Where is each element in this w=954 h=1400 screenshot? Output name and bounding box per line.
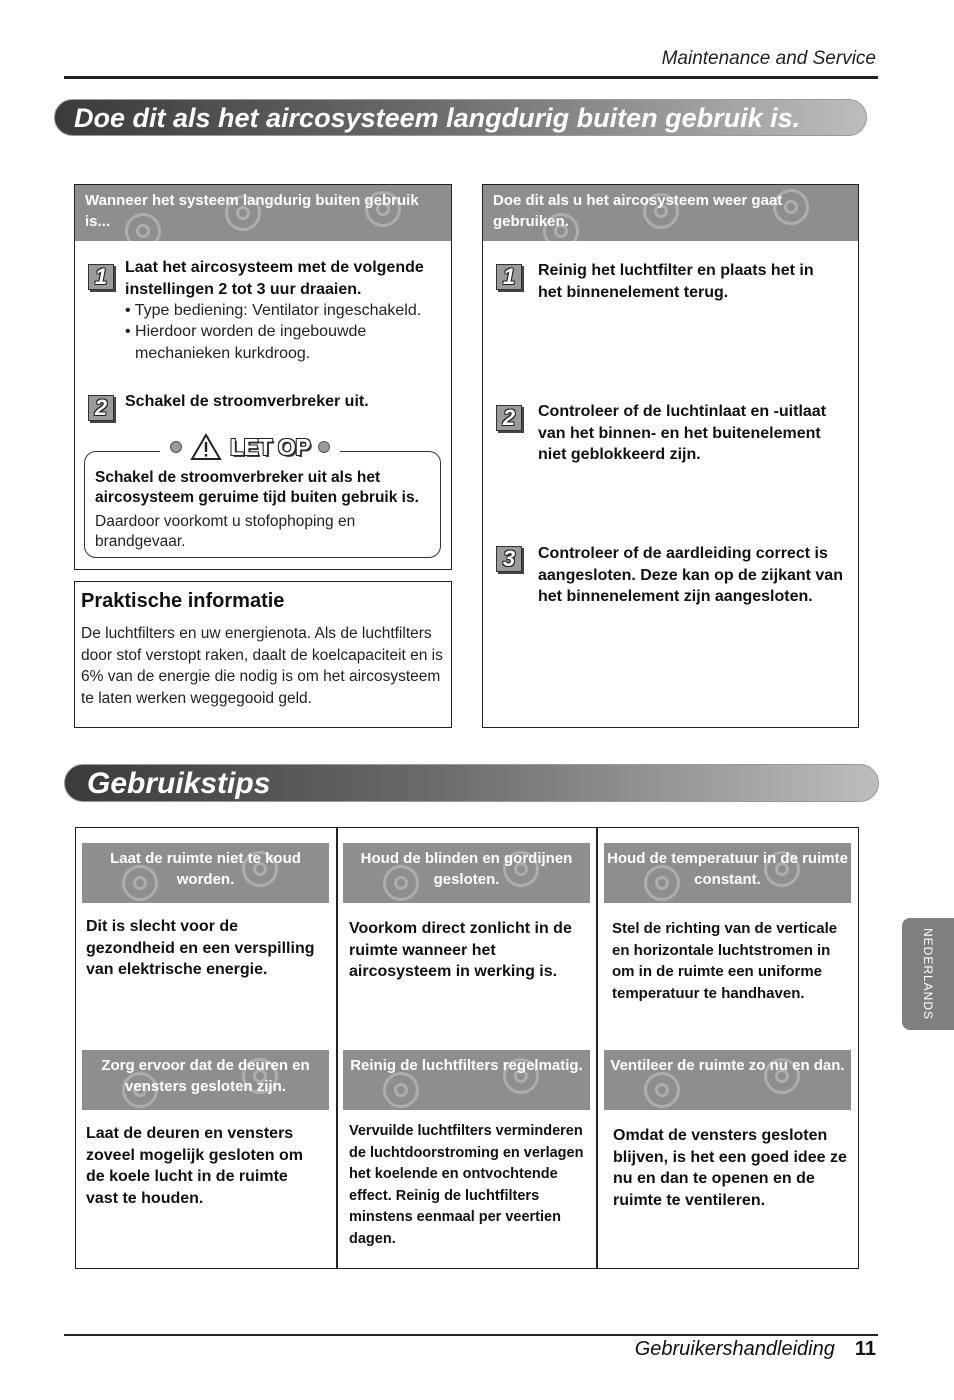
tip-heading: Houd de temperatuur in de ruimte constant. [604, 843, 851, 903]
tip-text: Stel de richting van de verticale en horizontale luchtstromen in om in de ruimte een uniforme temperatuur te handhaven. [612, 920, 838, 1002]
tip-text: Vervuilde luchtfilters verminderen de luchtdoorstroming en verlagen het koelende en ontvochtende effect. Reinig de luchtfilters minstens eenmaal per veertien dagen. [349, 1123, 584, 1247]
left-step-1-text: Laat het aircosysteem met de volgende instellingen 2 tot 3 uur draaien. [125, 259, 424, 298]
footer-title: Gebruikershandleiding [634, 1338, 835, 1360]
language-tab [902, 918, 954, 1030]
banner-long-term-unused: Doe dit als het aircosysteem langdurig buiten gebruik is. [54, 99, 867, 136]
info-title: Praktische informatie [81, 590, 285, 612]
left-box-heading: Wanneer het systeem langdurig buiten gebruik is... [75, 185, 451, 241]
footer-rule [64, 1334, 878, 1336]
language-tab-label: NEDERLANDS [921, 927, 935, 1021]
tip-heading: Houd de blinden en gordijnen gesloten. [343, 843, 590, 903]
right-step-2-text: Controleer of de luchtinlaat en -uitlaat van het binnen- en het buitenelement niet geblokkeerd zijn. [538, 403, 827, 463]
page-number: 11 [854, 1338, 876, 1360]
right-step-1-text: Reinig het luchtfilter en plaats het in het binnenelement terug. [538, 262, 814, 301]
step-number-badge: 3 [496, 546, 522, 572]
info-text: De luchtfilters en uw energienota. Als de luchtfilters door stof verstopt raken, daalt de koelcapaciteit en is 6% van de energie die nodig is om het aircosysteem te laten werken weggegooid geld. [81, 625, 443, 707]
step-number-badge: 1 [496, 264, 522, 290]
caution-bold-text: Schakel de stroomverbreker uit als het aircosysteem geruime tijd buiten gebruik is. [95, 469, 419, 506]
right-step-3-text: Controleer of de aardleiding correct is aangesloten. Deze kan op de zijkant van het binnenelement zijn aangesloten. [538, 545, 843, 605]
left-step-1-bullet-2: • Hierdoor worden de ingebouwde mechanieken kurkdroog. [125, 323, 367, 362]
caution-label: LET OP [230, 433, 311, 460]
step-number-badge: 2 [496, 405, 522, 431]
footer [635, 1338, 876, 1361]
left-step-1-bullet-1: • Type bediening: Ventilator ingeschakeld. [125, 302, 422, 319]
tip-heading: Zorg ervoor dat de deuren en vensters gesloten zijn. [82, 1050, 329, 1110]
header-rule [64, 76, 878, 79]
caution-text: Daardoor voorkomt u stofophoping en brandgevaar. [95, 513, 356, 550]
banner-usage-tips: Gebruikstips [64, 764, 879, 802]
tip-heading: Ventileer de ruimte zo nu en dan. [604, 1050, 851, 1110]
tip-heading: Laat de ruimte niet te koud worden. [82, 843, 329, 903]
tip-text: Omdat de vensters gesloten blijven, is het een goed idee ze nu en dan te openen en de ruimte te ventileren. [613, 1127, 847, 1209]
dot-icon [318, 441, 330, 453]
right-box-heading: Doe dit als u het aircosysteem weer gaat gebruiken. [483, 185, 858, 241]
tip-text: Voorkom direct zonlicht in de ruimte wanneer het aircosysteem in werking is. [349, 920, 572, 980]
step-number-badge: 2 [88, 395, 114, 421]
caution-title [160, 432, 340, 462]
dot-icon [170, 441, 182, 453]
step-number-badge: 1 [88, 264, 114, 290]
tip-heading: Reinig de luchtfilters regelmatig. [343, 1050, 590, 1110]
left-step-2-text: Schakel de stroomverbreker uit. [125, 393, 369, 410]
section-title: Maintenance and Service [661, 48, 876, 69]
warning-icon [190, 433, 222, 461]
tip-text: Dit is slecht voor de gezondheid en een verspilling van elektrische energie. [86, 918, 315, 978]
tip-text: Laat de deuren en vensters zoveel mogelijk gesloten om de koele lucht in de ruimte vast te houden. [86, 1125, 303, 1207]
